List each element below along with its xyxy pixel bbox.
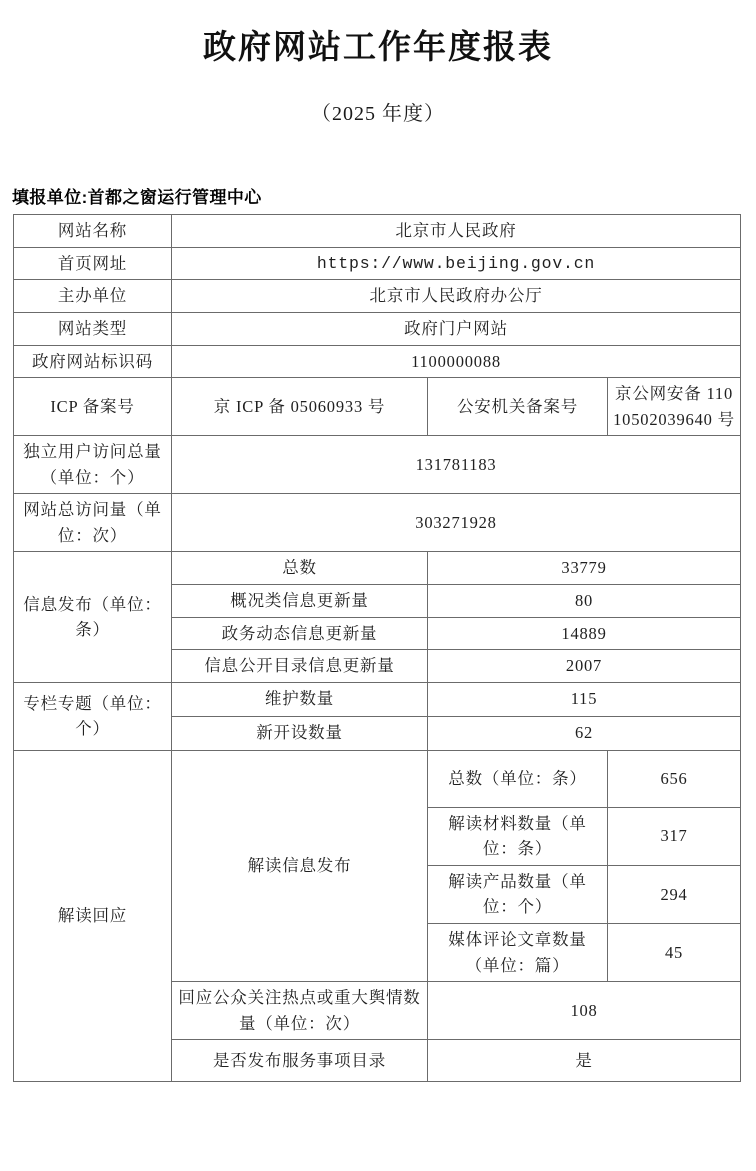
info-publish-item-value: 33779 xyxy=(428,552,741,585)
info-publish-item-name: 概况类信息更新量 xyxy=(172,585,428,618)
interpretation-item-name: 解读材料数量（单位：条） xyxy=(428,807,608,865)
police-record-label: 公安机关备案号 xyxy=(428,378,608,436)
annual-report-table xyxy=(13,214,741,1082)
table-row xyxy=(14,682,741,716)
info-publish-item-name: 总数 xyxy=(172,552,428,585)
site-code-label: 政府网站标识码 xyxy=(14,345,172,378)
table-row xyxy=(14,750,741,807)
site-code-value: 1100000088 xyxy=(172,345,741,378)
site-name-value: 北京市人民政府 xyxy=(172,215,741,248)
interpretation-item-value: 294 xyxy=(608,865,741,923)
site-name-label: 网站名称 xyxy=(14,215,172,248)
column-topic-item-name: 维护数量 xyxy=(172,682,428,716)
table-row xyxy=(14,552,741,585)
interpretation-item-value: 317 xyxy=(608,807,741,865)
table-row xyxy=(14,312,741,345)
column-topic-item-value: 115 xyxy=(428,682,741,716)
site-type-label: 网站类型 xyxy=(14,312,172,345)
icp-record-value: 京 ICP 备 05060933 号 xyxy=(172,378,428,436)
unique-visitors-label: 独立用户访问总量（单位：个） xyxy=(14,436,172,494)
interpretation-item-name: 解读产品数量（单位：个） xyxy=(428,865,608,923)
info-publish-item-name: 信息公开目录信息更新量 xyxy=(172,650,428,683)
table-row xyxy=(14,215,741,248)
sponsor-unit-value: 北京市人民政府办公厅 xyxy=(172,280,741,313)
interpretation-publish-label: 解读信息发布 xyxy=(172,750,428,981)
interpretation-item-value: 45 xyxy=(608,923,741,981)
report-year-subtitle: （2025 年度） xyxy=(311,103,445,126)
site-type-value: 政府门户网站 xyxy=(172,312,741,345)
police-record-value: 京公网安备 11010502039640 号 xyxy=(608,378,741,436)
column-topic-item-name: 新开设数量 xyxy=(172,716,428,750)
interpretation-item-name: 媒体评论文章数量（单位：篇） xyxy=(428,923,608,981)
hotspot-response-value: 108 xyxy=(428,982,741,1040)
homepage-url-value: https://www.beijing.gov.cn xyxy=(172,247,741,280)
homepage-url-label: 首页网址 xyxy=(14,247,172,280)
interpretation-item-value: 656 xyxy=(608,750,741,807)
table-row xyxy=(14,378,741,436)
info-publish-item-name: 政务动态信息更新量 xyxy=(172,617,428,650)
table-row xyxy=(14,247,741,280)
info-publish-label: 信息发布（单位：条） xyxy=(14,552,172,682)
info-publish-item-value: 14889 xyxy=(428,617,741,650)
table-row xyxy=(14,436,741,494)
filer-unit-line: 填报单位:首都之窗运行管理中心 xyxy=(12,188,262,208)
table-row xyxy=(14,494,741,552)
page-title: 政府网站工作年度报表 xyxy=(203,28,553,65)
column-topic-item-value: 62 xyxy=(428,716,741,750)
icp-record-label: ICP 备案号 xyxy=(14,378,172,436)
sponsor-unit-label: 主办单位 xyxy=(14,280,172,313)
total-visits-value: 303271928 xyxy=(172,494,741,552)
service-catalog-label: 是否发布服务事项目录 xyxy=(172,1040,428,1082)
interpretation-response-label: 解读回应 xyxy=(14,750,172,1082)
total-visits-label: 网站总访问量（单位：次） xyxy=(14,494,172,552)
service-catalog-value: 是 xyxy=(428,1040,741,1082)
interpretation-item-name: 总数（单位：条） xyxy=(428,750,608,807)
column-topic-label: 专栏专题（单位：个） xyxy=(14,682,172,750)
hotspot-response-label: 回应公众关注热点或重大舆情数量（单位：次） xyxy=(172,982,428,1040)
info-publish-item-value: 2007 xyxy=(428,650,741,683)
info-publish-item-value: 80 xyxy=(428,585,741,618)
unique-visitors-value: 131781183 xyxy=(172,436,741,494)
table-row xyxy=(14,280,741,313)
table-row xyxy=(14,345,741,378)
